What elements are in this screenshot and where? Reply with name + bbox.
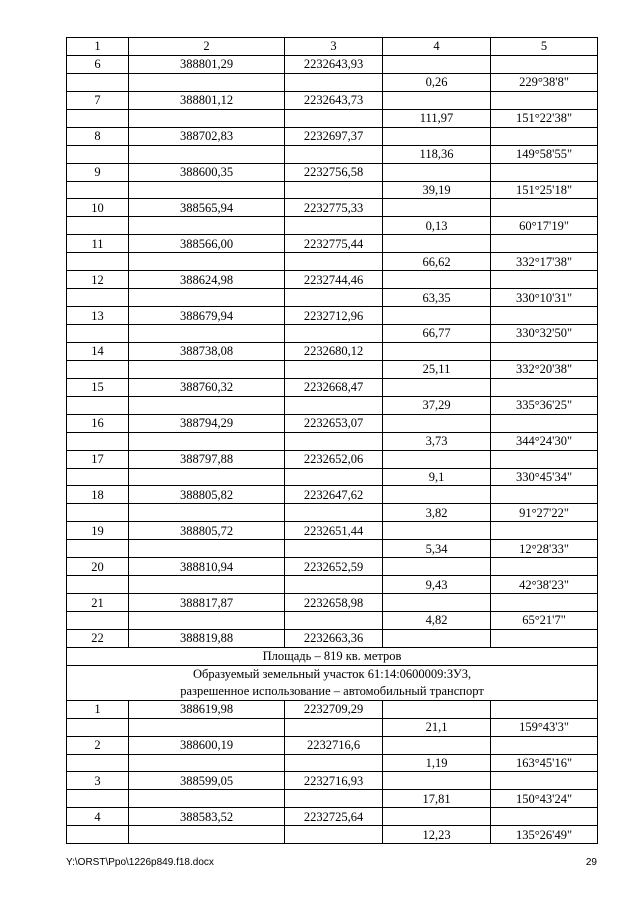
empty-cell [491,307,598,325]
empty-cell [67,181,129,199]
empty-cell [129,145,285,163]
empty-cell [67,540,129,558]
empty-cell [285,181,383,199]
empty-cell [67,73,129,91]
point-number: 18 [67,486,129,504]
empty-cell [383,342,491,360]
point-number: 8 [67,127,129,145]
segment-bearing: 330°10'31" [491,289,598,307]
segment-bearing: 65°21'7" [491,612,598,630]
coord-y: 2232716,6 [285,736,383,754]
coord-x: 388566,00 [129,235,285,253]
empty-cell [67,718,129,736]
section1-segment-row [67,540,598,558]
section1-point-row [67,235,598,253]
segment-length: 66,62 [383,253,491,271]
coord-y: 2232680,12 [285,342,383,360]
coord-x: 388801,29 [129,55,285,73]
empty-cell [285,790,383,808]
empty-cell [383,163,491,181]
section1-point-row [67,91,598,109]
empty-cell [67,468,129,486]
coord-x: 388801,12 [129,91,285,109]
section2-point-row [67,808,598,826]
empty-cell [285,217,383,235]
empty-cell [491,163,598,181]
segment-bearing: 159°43'3" [491,718,598,736]
segment-bearing: 135°26'49" [491,826,598,844]
coord-x: 388565,94 [129,199,285,217]
coord-y: 2232756,58 [285,163,383,181]
empty-cell [491,772,598,790]
area-note: Площадь – 819 кв. метров [67,647,598,665]
section1-point-row [67,594,598,612]
coord-x: 388600,35 [129,163,285,181]
empty-cell [67,432,129,450]
empty-cell [285,253,383,271]
empty-cell [285,396,383,414]
empty-cell [383,55,491,73]
empty-cell [285,718,383,736]
segment-bearing: 344°24'30" [491,432,598,450]
coord-y: 2232716,93 [285,772,383,790]
coord-x: 388819,88 [129,629,285,647]
header-col-4: 4 [383,38,491,56]
empty-cell [383,522,491,540]
section1-segment-row [67,253,598,271]
coord-y: 2232658,98 [285,594,383,612]
empty-cell [383,736,491,754]
coord-y: 2232712,96 [285,307,383,325]
parcel-title-row [67,683,598,700]
empty-cell [383,808,491,826]
section1-point-row [67,127,598,145]
segment-bearing: 12°28'33" [491,540,598,558]
empty-cell [67,289,129,307]
empty-cell [383,414,491,432]
empty-cell [129,217,285,235]
empty-cell [383,127,491,145]
empty-cell [129,325,285,343]
header-row [67,38,598,56]
empty-cell [67,754,129,772]
empty-cell [67,217,129,235]
segment-length: 25,11 [383,360,491,378]
coord-y: 2232775,33 [285,199,383,217]
empty-cell [67,360,129,378]
coord-y: 2232663,36 [285,629,383,647]
empty-cell [67,253,129,271]
empty-cell [129,181,285,199]
coord-x: 388805,72 [129,522,285,540]
section1-segment-row [67,576,598,594]
segment-bearing: 151°25'18" [491,181,598,199]
segment-length: 9,1 [383,468,491,486]
point-number: 7 [67,91,129,109]
coord-x: 388817,87 [129,594,285,612]
section1-point-row [67,450,598,468]
coord-x: 388805,82 [129,486,285,504]
header-col-2: 2 [129,38,285,56]
empty-cell [67,109,129,127]
empty-cell [491,629,598,647]
point-number: 16 [67,414,129,432]
segment-bearing: 330°32'50" [491,325,598,343]
section1-point-row [67,378,598,396]
empty-cell [491,522,598,540]
coord-x: 388794,29 [129,414,285,432]
header-col-5: 5 [491,38,598,56]
segment-length: 39,19 [383,181,491,199]
empty-cell [129,718,285,736]
point-number: 3 [67,772,129,790]
coord-x: 388600,19 [129,736,285,754]
empty-cell [491,271,598,289]
section2-point-row [67,772,598,790]
coord-x: 388679,94 [129,307,285,325]
section1-segment-row [67,73,598,91]
section2-segment-row [67,718,598,736]
coord-x: 388760,32 [129,378,285,396]
empty-cell [129,432,285,450]
point-number: 12 [67,271,129,289]
coord-x: 388583,52 [129,808,285,826]
point-number: 2 [67,736,129,754]
empty-cell [129,109,285,127]
empty-cell [129,253,285,271]
section1-segment-row [67,181,598,199]
section1-segment-row [67,432,598,450]
coord-x: 388599,05 [129,772,285,790]
empty-cell [491,235,598,253]
empty-cell [491,808,598,826]
empty-cell [129,504,285,522]
empty-cell [129,289,285,307]
section1-point-row [67,342,598,360]
segment-length: 118,36 [383,145,491,163]
empty-cell [383,91,491,109]
segment-bearing: 42°38'23" [491,576,598,594]
section1-point-row [67,414,598,432]
empty-cell [67,790,129,808]
segment-length: 63,35 [383,289,491,307]
empty-cell [491,450,598,468]
section1-segment-row [67,396,598,414]
segment-length: 17,81 [383,790,491,808]
section1-point-row [67,55,598,73]
empty-cell [491,342,598,360]
coord-y: 2232651,44 [285,522,383,540]
coord-x: 388810,94 [129,558,285,576]
empty-cell [491,127,598,145]
coordinates-table [66,37,598,844]
segment-length: 1,19 [383,754,491,772]
empty-cell [67,826,129,844]
empty-cell [285,468,383,486]
section1-point-row [67,163,598,181]
coord-y: 2232775,44 [285,235,383,253]
section2-point-row [67,700,598,718]
point-number: 4 [67,808,129,826]
coord-y: 2232643,73 [285,91,383,109]
empty-cell [491,378,598,396]
point-number: 13 [67,307,129,325]
point-number: 11 [67,235,129,253]
segment-length: 3,82 [383,504,491,522]
coord-x: 388624,98 [129,271,285,289]
empty-cell [129,396,285,414]
segment-bearing: 60°17'19" [491,217,598,235]
empty-cell [129,612,285,630]
coord-y: 2232668,47 [285,378,383,396]
empty-cell [383,199,491,217]
empty-cell [491,594,598,612]
empty-cell [285,289,383,307]
empty-cell [129,754,285,772]
segment-length: 12,23 [383,826,491,844]
section2-segment-row [67,826,598,844]
point-number: 22 [67,629,129,647]
empty-cell [129,468,285,486]
empty-cell [129,360,285,378]
coordinates-table-body [67,38,598,844]
section1-segment-row [67,145,598,163]
segment-bearing: 330°45'34" [491,468,598,486]
segment-length: 5,34 [383,540,491,558]
empty-cell [285,325,383,343]
segment-length: 111,97 [383,109,491,127]
empty-cell [67,504,129,522]
empty-cell [285,504,383,522]
section1-segment-row [67,109,598,127]
empty-cell [383,558,491,576]
section1-segment-row [67,217,598,235]
coord-y: 2232744,46 [285,271,383,289]
empty-cell [67,325,129,343]
point-number: 10 [67,199,129,217]
empty-cell [285,432,383,450]
empty-cell [67,396,129,414]
empty-cell [491,736,598,754]
segment-length: 21,1 [383,718,491,736]
section1-point-row [67,558,598,576]
section1-point-row [67,271,598,289]
empty-cell [383,450,491,468]
parcel-title-line1: Образуемый земельный участок 61:14:0600009:ЗУ3, [67,665,598,682]
coord-y: 2232652,59 [285,558,383,576]
empty-cell [285,145,383,163]
point-number: 1 [67,700,129,718]
empty-cell [383,307,491,325]
segment-bearing: 91°27'22" [491,504,598,522]
coord-y: 2232697,37 [285,127,383,145]
section1-segment-row [67,325,598,343]
section1-point-row [67,629,598,647]
coord-y: 2232725,64 [285,808,383,826]
footer-page-number: 29 [585,857,597,868]
empty-cell [285,109,383,127]
empty-cell [285,576,383,594]
empty-cell [129,73,285,91]
point-number: 9 [67,163,129,181]
empty-cell [285,754,383,772]
empty-cell [129,826,285,844]
empty-cell [491,558,598,576]
coord-y: 2232647,62 [285,486,383,504]
header-col-1: 1 [67,38,129,56]
empty-cell [67,612,129,630]
empty-cell [491,700,598,718]
point-number: 14 [67,342,129,360]
parcel-title-row [67,665,598,682]
empty-cell [383,378,491,396]
segment-bearing: 151°22'38" [491,109,598,127]
section1-point-row [67,307,598,325]
empty-cell [285,540,383,558]
segment-bearing: 229°38'8" [491,73,598,91]
segment-length: 9,43 [383,576,491,594]
segment-bearing: 150°43'24" [491,790,598,808]
empty-cell [285,360,383,378]
empty-cell [491,486,598,504]
empty-cell [67,576,129,594]
point-number: 15 [67,378,129,396]
point-number: 6 [67,55,129,73]
coord-x: 388702,83 [129,127,285,145]
header-col-3: 3 [285,38,383,56]
empty-cell [383,235,491,253]
empty-cell [383,486,491,504]
section1-segment-row [67,360,598,378]
empty-cell [491,414,598,432]
point-number: 21 [67,594,129,612]
point-number: 19 [67,522,129,540]
section1-segment-row [67,612,598,630]
empty-cell [383,772,491,790]
area-row [67,647,598,665]
point-number: 17 [67,450,129,468]
empty-cell [129,790,285,808]
empty-cell [383,594,491,612]
segment-length: 0,13 [383,217,491,235]
segment-bearing: 163°45'16" [491,754,598,772]
segment-length: 0,26 [383,73,491,91]
coord-y: 2232709,29 [285,700,383,718]
empty-cell [383,629,491,647]
segment-length: 37,29 [383,396,491,414]
segment-length: 66,77 [383,325,491,343]
segment-length: 4,82 [383,612,491,630]
coord-y: 2232652,06 [285,450,383,468]
section1-point-row [67,522,598,540]
footer-file-path: Y:\ORST\Ppo\1226p849.f18.docx [66,857,214,868]
segment-bearing: 149°58'55" [491,145,598,163]
coord-y: 2232643,93 [285,55,383,73]
section2-point-row [67,736,598,754]
section1-point-row [67,199,598,217]
coord-x: 388797,88 [129,450,285,468]
empty-cell [491,199,598,217]
empty-cell [491,91,598,109]
point-number: 20 [67,558,129,576]
empty-cell [129,576,285,594]
empty-cell [383,271,491,289]
empty-cell [491,55,598,73]
empty-cell [129,540,285,558]
section2-segment-row [67,790,598,808]
empty-cell [285,826,383,844]
section1-segment-row [67,504,598,522]
coord-x: 388738,08 [129,342,285,360]
section1-point-row [67,486,598,504]
segment-length: 3,73 [383,432,491,450]
parcel-title-line2: разрешенное использование – автомобильный транспорт [67,683,598,700]
coord-x: 388619,98 [129,700,285,718]
segment-bearing: 332°17'38" [491,253,598,271]
segment-bearing: 332°20'38" [491,360,598,378]
empty-cell [67,145,129,163]
section1-segment-row [67,468,598,486]
segment-bearing: 335°36'25" [491,396,598,414]
empty-cell [383,700,491,718]
empty-cell [285,612,383,630]
section2-segment-row [67,754,598,772]
section1-segment-row [67,289,598,307]
coord-y: 2232653,07 [285,414,383,432]
empty-cell [285,73,383,91]
